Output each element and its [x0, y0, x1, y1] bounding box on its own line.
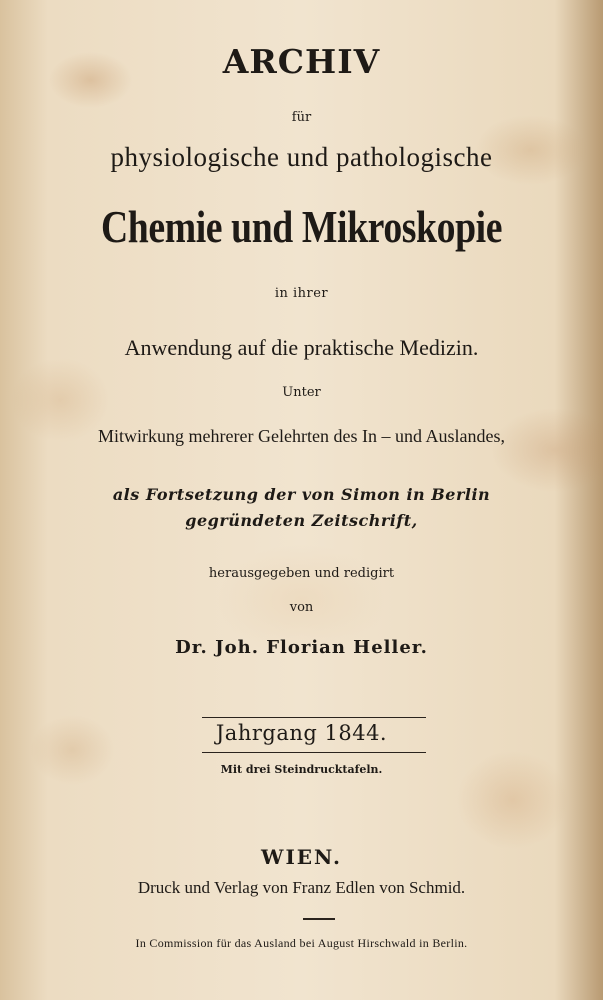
commission-line: In Commission für das Ausland bei August Hirschwald in Berlin.: [135, 936, 468, 950]
jahrgang-rule-bottom: [202, 752, 426, 753]
subtitle-line-2: Chemie und Mikroskopie: [100, 201, 503, 252]
jahrgang-rule-top: [202, 717, 426, 718]
fortsetzung-line-1: als Fortsetzung der von Simon in Berlin: [112, 485, 491, 504]
fortsetzung-line-2: gegründeten Zeitschrift,: [185, 511, 418, 530]
in-ihrer-text: in ihrer: [274, 286, 329, 301]
publisher-line: Druck und Verlag von Franz Edlen von Schmid.: [137, 878, 466, 897]
city-name: WIEN.: [260, 845, 343, 869]
unter-text: Unter: [282, 385, 321, 400]
publisher-divider: [303, 918, 335, 920]
anwendung-text: Anwendung auf die praktische Medizin.: [124, 335, 479, 360]
editor-name: Dr. Joh. Florian Heller.: [175, 637, 428, 658]
jahrgang-text: Jahrgang 1844.: [215, 721, 388, 745]
subtitle-line-1: physiologische und pathologische: [110, 142, 493, 172]
von-text: von: [289, 600, 314, 615]
fuer-text: für: [291, 110, 312, 125]
journal-title: ARCHIV: [222, 42, 381, 81]
herausgegeben-text: herausgegeben und redigirt: [208, 566, 395, 581]
plates-note: Mit drei Steindrucktafeln.: [220, 763, 383, 776]
mitwirkung-text: Mitwirkung mehrerer Gelehrten des In – und Auslandes,: [98, 426, 505, 446]
